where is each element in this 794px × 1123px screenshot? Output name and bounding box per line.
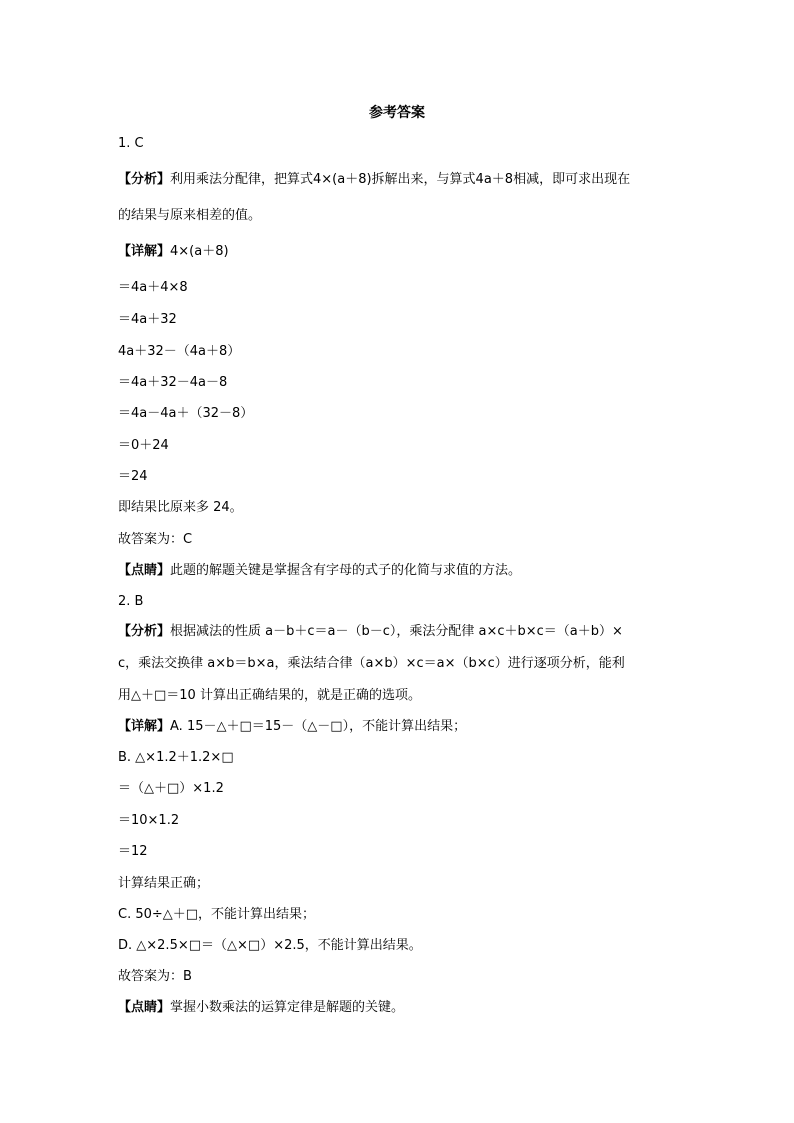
- page-title: 参考答案: [369, 105, 425, 121]
- q2-analysis-text-2: c，乘法交换律 a×b＝b×a，乘法结合律（a×b）×c＝a×（b×c）进行逐项分析，能利: [118, 656, 625, 671]
- q1-detail-tag: 【详解】: [118, 244, 171, 259]
- q1-step: ＝4a＋32: [118, 312, 177, 327]
- q2-detail-first: A. 15－△＋□＝15－（△－□），不能计算出结果；: [170, 719, 467, 734]
- q1-step: ＝4a＋32－4a－8: [118, 375, 228, 390]
- q1-step: ＝4a－4a＋（32－8）: [118, 406, 254, 421]
- q2-analysis-text-1: 根据减法的性质 a－b＋c＝a－（b－c），乘法分配律 a×c＋b×c＝（a＋b）×: [170, 624, 623, 639]
- q1-analysis-tag: 【分析】: [118, 172, 171, 187]
- q1-comment-tag: 【点睛】: [118, 563, 171, 578]
- q1-step: 4a＋32－（4a＋8）: [118, 344, 241, 359]
- q2-answer: 2. B: [118, 594, 144, 609]
- q2-step: ＝（△＋□）×1.2: [118, 781, 224, 796]
- q1-step: ＝0＋24: [118, 438, 169, 453]
- q2-step: B. △×1.2＋1.2×□: [118, 750, 234, 765]
- q1-answer: 1. C: [118, 136, 144, 151]
- q2-comment: [118, 998, 678, 1018]
- q1-comment-text: 此题的解题关键是掌握含有字母的式子的化简与求值的方法。: [170, 563, 522, 578]
- q2-step: D. △×2.5×□＝（△×□）×2.5，不能计算出结果。: [118, 938, 422, 953]
- q2-step: ＝12: [118, 844, 148, 859]
- q1-detail-first: 4×(a＋8): [170, 244, 229, 259]
- q2-analysis-tag: 【分析】: [118, 624, 171, 639]
- q1-comment: [118, 561, 678, 581]
- q1-conclusion: 即结果比原来多 24。: [118, 500, 243, 515]
- q2-comment-tag: 【点睛】: [118, 1000, 171, 1015]
- q1-analysis-text-1: 利用乘法分配律，把算式4×(a＋8)拆解出来，与算式4a＋8相减，即可求出现在: [170, 172, 631, 187]
- q2-final-answer: 故答案为：B: [118, 969, 192, 984]
- q2-step: C. 50÷△＋□，不能计算出结果；: [118, 907, 316, 922]
- q2-analysis: [118, 622, 684, 642]
- q1-detail: [118, 242, 678, 262]
- q2-step: 计算结果正确；: [118, 876, 210, 891]
- q2-analysis-text-3: 用△＋□＝10 计算出正确结果的，就是正确的选项。: [118, 688, 421, 703]
- q1-analysis: [118, 170, 684, 190]
- q2-detail: [118, 717, 678, 737]
- q2-step: ＝10×1.2: [118, 813, 180, 828]
- q2-comment-text: 掌握小数乘法的运算定律是解题的关键。: [170, 1000, 405, 1015]
- q2-detail-tag: 【详解】: [118, 719, 171, 734]
- q1-step: ＝24: [118, 469, 148, 484]
- q1-step: ＝4a＋4×8: [118, 280, 188, 295]
- q1-analysis-text-2: 的结果与原来相差的值。: [118, 208, 262, 223]
- q1-final-answer: 故答案为：C: [118, 532, 193, 547]
